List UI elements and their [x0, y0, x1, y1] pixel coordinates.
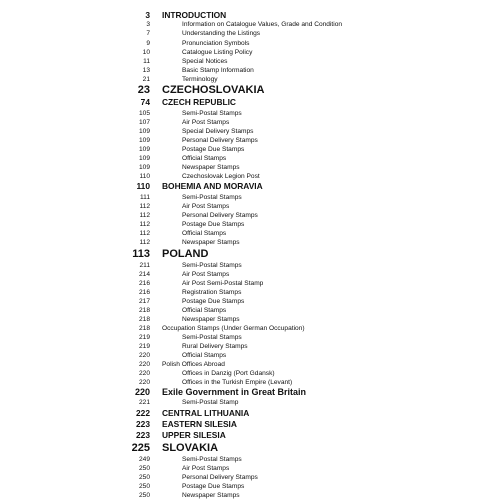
toc-page-number: 13	[142, 67, 150, 74]
toc-subentry	[0, 369, 500, 378]
toc-entry-title: Registration Stamps	[182, 289, 242, 296]
toc-page-number: 218	[138, 316, 150, 323]
toc-page-number: 113	[132, 248, 150, 260]
toc-page-number: 105	[138, 110, 150, 117]
toc-subentry	[0, 342, 500, 351]
toc-subentry	[0, 297, 500, 306]
toc-page-number: 216	[138, 280, 150, 287]
toc-subentry	[0, 279, 500, 288]
toc-page-number: 3	[146, 21, 150, 28]
toc-entry-title: Postage Due Stamps	[182, 483, 245, 490]
toc-entry-title: Official Stamps	[182, 352, 227, 359]
toc-entry-title: Newspaper Stamps	[182, 164, 240, 171]
toc-page-number: 222	[136, 408, 150, 418]
toc-entry-title: Air Post Stamps	[182, 119, 230, 126]
toc-entry-title: CZECHOSLOVAKIA	[162, 84, 265, 96]
toc-page-number: 109	[138, 128, 150, 135]
toc-entry-title: Occupation Stamps (Under German Occupation)	[162, 325, 305, 332]
toc-entry-title: Semi-Postal Stamps	[182, 194, 242, 201]
toc-page-number: 216	[138, 289, 150, 296]
toc-page-number: 220	[138, 379, 150, 386]
toc-page-number: 7	[146, 30, 150, 37]
toc-subentry	[0, 145, 500, 154]
toc-subentry	[0, 20, 500, 29]
toc-page-number: 109	[138, 146, 150, 153]
toc-subentry	[0, 473, 500, 482]
toc-subentry	[0, 57, 500, 66]
toc-page-number: 218	[138, 325, 150, 332]
toc-entry	[0, 324, 500, 333]
toc-entry-title: Newspaper Stamps	[182, 316, 240, 323]
toc-subentry	[0, 491, 500, 500]
toc-page-number: 112	[139, 239, 150, 246]
toc-entry-title: INTRODUCTION	[162, 10, 227, 20]
toc-subentry	[0, 220, 500, 229]
toc-entry-title: Personal Delivery Stamps	[182, 137, 258, 144]
toc-subentry	[0, 333, 500, 342]
toc-page-number: 223	[136, 419, 150, 429]
toc-entry-title: Exile Government in Great Britain	[162, 387, 307, 397]
toc-page-number: 219	[138, 343, 150, 350]
toc-page-number: 21	[142, 76, 150, 83]
toc-entry	[0, 387, 500, 397]
toc-entry-title: Semi-Postal Stamps	[182, 456, 242, 463]
toc-entry-title: Semi-Postal Stamps	[182, 334, 242, 341]
toc-entry-title: Official Stamps	[182, 230, 227, 237]
toc-entry-title: Pronunciation Symbols	[182, 40, 250, 47]
toc-subentry	[0, 238, 500, 247]
toc-entry-title: Catalogue Listing Policy	[182, 49, 253, 56]
toc-subentry	[0, 482, 500, 491]
toc-subentry	[0, 136, 500, 145]
toc-page-number: 219	[138, 334, 150, 341]
toc-subentry	[0, 75, 500, 84]
toc-page-number: 10	[142, 49, 150, 56]
toc-entry	[0, 181, 500, 191]
toc-page-number: 111	[139, 194, 150, 201]
toc-subentry	[0, 154, 500, 163]
toc-entry-title: Official Stamps	[182, 307, 227, 314]
toc-page-number: 221	[138, 399, 150, 406]
toc-entry	[0, 84, 500, 96]
toc-entry-title: Air Post Stamps	[182, 271, 230, 278]
toc-entry-title: Czechoslovak Legion Post	[182, 173, 260, 180]
toc-page-number: 220	[138, 370, 150, 377]
toc-page-number: 3	[145, 10, 150, 20]
toc-subentry	[0, 351, 500, 360]
toc-entry	[0, 248, 500, 260]
toc-entry-title: EASTERN SILESIA	[162, 419, 237, 429]
toc-page-number: 220	[134, 387, 150, 397]
toc-page-number: 250	[138, 465, 150, 472]
toc-entry-title: Offices in Danzig (Port Gdansk)	[182, 370, 275, 377]
toc-page-number: 109	[138, 155, 150, 162]
toc-entry-title: Newspaper Stamps	[182, 492, 240, 499]
toc-page-number: 110	[136, 181, 150, 191]
toc-subentry	[0, 29, 500, 38]
toc-page-number: 217	[138, 298, 150, 305]
toc-entry-title: Postage Due Stamps	[182, 298, 245, 305]
toc-subentry	[0, 261, 500, 270]
toc-subentry	[0, 193, 500, 202]
toc-entry	[0, 10, 500, 20]
toc-subentry	[0, 464, 500, 473]
toc-subentry	[0, 306, 500, 315]
toc-entry-title: Newspaper Stamps	[182, 239, 240, 246]
toc-subentry	[0, 118, 500, 127]
toc-entry-title: CZECH REPUBLIC	[162, 97, 236, 107]
toc-subentry	[0, 455, 500, 464]
toc-entry	[0, 419, 500, 429]
toc-subentry	[0, 211, 500, 220]
toc-entry-title: Personal Delivery Stamps	[182, 474, 258, 481]
toc-page-number: 9	[146, 40, 150, 47]
toc-subentry	[0, 163, 500, 172]
toc-page-number: 250	[138, 492, 150, 499]
toc-subentry	[0, 315, 500, 324]
toc-page-number: 249	[138, 456, 150, 463]
toc-subentry	[0, 202, 500, 211]
toc-entry	[0, 430, 500, 440]
toc-subentry	[0, 172, 500, 181]
toc-page-number: 218	[138, 307, 150, 314]
toc-entry-title: Information on Catalogue Values, Grade and Condition	[182, 21, 343, 28]
toc-subentry	[0, 288, 500, 297]
toc-page-number: 109	[138, 137, 150, 144]
toc-entry-title: SLOVAKIA	[162, 442, 219, 454]
toc-entry-title: UPPER SILESIA	[162, 430, 226, 440]
toc-subentry	[0, 127, 500, 136]
toc-entry-title: Air Post Stamps	[182, 465, 230, 472]
toc-page-number: 11	[143, 58, 150, 65]
toc-entry-title: Postage Due Stamps	[182, 221, 245, 228]
toc-subentry	[0, 109, 500, 118]
toc-entry-title: Basic Stamp Information	[182, 67, 254, 74]
toc-page-number: 112	[139, 212, 150, 219]
toc-entry-title: Air Post Stamps	[182, 203, 230, 210]
toc-page-number: 211	[139, 262, 150, 269]
toc-page-number: 110	[139, 173, 150, 180]
toc-subentry	[0, 398, 500, 407]
toc-page-number: 220	[138, 361, 150, 368]
toc-subentry	[0, 48, 500, 57]
toc-page-number: 225	[131, 442, 150, 454]
toc-entry-title: Understanding the Listings	[182, 30, 261, 37]
toc-entry-title: Semi-Postal Stamps	[182, 110, 242, 117]
toc-entry	[0, 360, 500, 369]
toc-page-number: 23	[137, 84, 150, 96]
toc-entry-title: Special Delivery Stamps	[182, 128, 254, 135]
toc-entry-title: Offices in the Turkish Empire (Levant)	[182, 379, 293, 386]
toc-page-number: 214	[138, 271, 150, 278]
toc-page-number: 109	[138, 164, 150, 171]
toc-subentry	[0, 229, 500, 238]
toc-page-number: 107	[138, 119, 150, 126]
toc-entry-title: BOHEMIA AND MORAVIA	[162, 181, 263, 191]
toc-entry-title: Terminology	[182, 76, 218, 83]
toc-entry-title: Semi-Postal Stamps	[182, 262, 242, 269]
toc-page-number: 250	[138, 474, 150, 481]
toc-page-number: 112	[139, 203, 150, 210]
toc-subentry	[0, 270, 500, 279]
toc-subentry	[0, 66, 500, 75]
toc-page-number: 250	[138, 483, 150, 490]
toc-entry-title: POLAND	[162, 248, 209, 260]
toc-entry-title: Official Stamps	[182, 155, 227, 162]
toc-entry-title: Semi-Postal Stamp	[182, 399, 239, 406]
toc-entry-title: Rural Delivery Stamps	[182, 343, 248, 350]
toc-page-number: 112	[139, 230, 150, 237]
toc-entry	[0, 97, 500, 107]
toc-page-number: 74	[140, 97, 150, 107]
toc-entry	[0, 408, 500, 418]
toc-subentry	[0, 378, 500, 387]
toc-page-number: 223	[136, 430, 150, 440]
toc-entry-title: Personal Delivery Stamps	[182, 212, 258, 219]
toc-entry-title: Special Notices	[182, 58, 228, 65]
toc-entry-title: Postage Due Stamps	[182, 146, 245, 153]
toc-subentry	[0, 39, 500, 48]
toc-entry-title: Polish Offices Abroad	[162, 361, 225, 368]
toc-page-number: 112	[139, 221, 150, 228]
toc-entry-title: CENTRAL LITHUANIA	[162, 408, 250, 418]
toc-entry-title: Air Post Semi-Postal Stamp	[182, 280, 264, 287]
toc-entry	[0, 442, 500, 454]
toc-page-number: 220	[138, 352, 150, 359]
